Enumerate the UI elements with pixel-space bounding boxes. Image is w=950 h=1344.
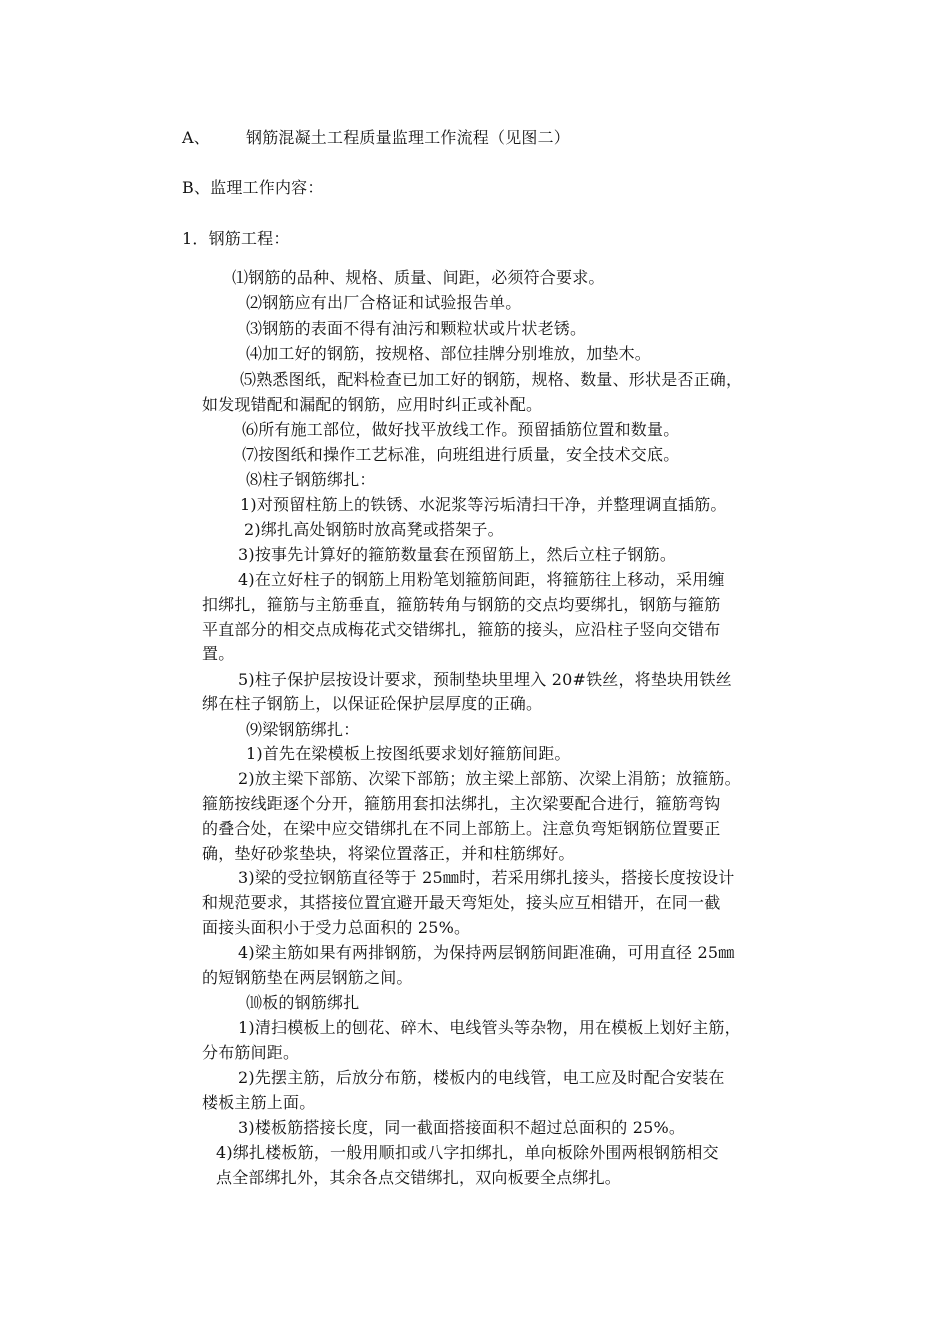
paragraph-line: ⑼梁钢筋绑扎： <box>246 720 360 739</box>
paragraph-line: 1)对预留柱筋上的铁锈、水泥浆等污垢清扫干净，并整理调直插筋。 <box>240 495 727 514</box>
paragraph-line: 2)放主梁下部筋、次梁下部筋；放主梁上部筋、次梁上涓筋；放箍筋。 <box>238 769 741 788</box>
paragraph-line: ⑶钢筋的表面不得有油污和颗粒状或片状老锈。 <box>246 319 587 338</box>
paragraph-line: 3)楼板筋搭接长度，同一截面搭接面积不超过总面积的 25%。 <box>238 1118 686 1137</box>
paragraph-line: 3)梁的受拉钢筋直径等于 25㎜时，若采用绑扎接头，搭接长度按设计 <box>238 868 735 887</box>
paragraph-line: 箍筋按线距逐个分开，箍筋用套扣法绑扎，主次梁要配合进行，箍筋弯钩 <box>202 794 721 813</box>
paragraph-line: 5)柱子保护层按设计要求，预制垫块里埋入 20#铁丝，将垫块用铁丝 <box>238 670 732 689</box>
paragraph-line: ⑸熟悉图纸，配料检查已加工好的钢筋，规格、数量、形状是否正确， <box>240 370 743 389</box>
heading-b: B、监理工作内容： <box>182 178 324 197</box>
section-heading-steel: 1．钢筋工程： <box>182 229 290 248</box>
paragraph-line: 1)首先在梁模板上按图纸要求划好箍筋间距。 <box>246 744 571 763</box>
paragraph-line: 置。 <box>202 644 235 663</box>
paragraph-line: 的叠合处，在梁中应交错绑扎在不同上部筋上。注意负弯矩钢筋位置要正 <box>202 819 721 838</box>
paragraph-line: 面接头面积小于受力总面积的 25%。 <box>202 918 471 937</box>
paragraph-line: 4)梁主筋如果有两排钢筋，为保持两层钢筋间距准确，可用直径 25㎜ <box>238 943 735 962</box>
paragraph-line: 2)先摆主筋，后放分布筋，楼板内的电线管，电工应及时配合安装在 <box>238 1068 725 1087</box>
paragraph-line: 和规范要求，其搭接位置宜避开最天弯矩处，接头应互相错开，在同一截 <box>202 893 721 912</box>
paragraph-line: ⑺按图纸和操作工艺标准，向班组进行质量，安全技术交底。 <box>242 445 680 464</box>
paragraph-line: ⑷加工好的钢筋，按规格、部位挂牌分别堆放，加垫木。 <box>246 344 652 363</box>
paragraph-line: 分布筋间距。 <box>202 1043 300 1062</box>
paragraph-line: 1)清扫模板上的刨花、碎木、电线管头等杂物，用在模板上划好主筋， <box>238 1018 741 1037</box>
paragraph-line: 2)绑扎高处钢筋时放高凳或搭架子。 <box>244 520 504 539</box>
paragraph-line: 平直部分的相交点成梅花式交错绑扎，箍筋的接头，应沿柱子竖向交错布 <box>202 620 721 639</box>
paragraph-line: ⑵钢筋应有出厂合格证和试验报告单。 <box>246 293 522 312</box>
paragraph-line: 确，垫好砂浆垫块，将梁位置落正，并和柱筋绑好。 <box>202 844 575 863</box>
paragraph-line: 点全部绑扎外，其余各点交错绑扎，双向板要全点绑扎。 <box>216 1168 622 1187</box>
heading-a-label: A、 <box>182 128 210 147</box>
paragraph-line: 4)绑扎楼板筋，一般用顺扣或八字扣绑扎，单向板除外围两根钢筋相交 <box>216 1143 719 1162</box>
paragraph-line: ⑻柱子钢筋绑扎： <box>246 470 376 489</box>
paragraph-line: 绑在柱子钢筋上，以保证砼保护层厚度的正确。 <box>202 694 543 713</box>
paragraph-line: ⑴钢筋的品种、规格、质量、间距，必须符合要求。 <box>232 268 605 287</box>
paragraph-line: 4)在立好柱子的钢筋上用粉笔划箍筋间距，将箍筋往上移动，采用缠 <box>238 570 725 589</box>
paragraph-line: 3)按事先计算好的箍筋数量套在预留筋上，然后立柱子钢筋。 <box>238 545 677 564</box>
paragraph-line: 的短钢筋垫在两层钢筋之间。 <box>202 968 413 987</box>
paragraph-line: ⑽板的钢筋绑扎 <box>246 993 360 1012</box>
paragraph-line: 如发现错配和漏配的钢筋，应用时纠正或补配。 <box>202 395 543 414</box>
paragraph-line: ⑹所有施工部位，做好找平放线工作。预留插筋位置和数量。 <box>242 420 680 439</box>
heading-a-title: 钢筋混凝土工程质量监理工作流程（见图二） <box>246 128 571 147</box>
paragraph-line: 楼板主筋上面。 <box>202 1093 316 1112</box>
paragraph-line: 扣绑扎，箍筋与主筋垂直，箍筋转角与钢筋的交点均要绑扎，钢筋与箍筋 <box>202 595 721 614</box>
